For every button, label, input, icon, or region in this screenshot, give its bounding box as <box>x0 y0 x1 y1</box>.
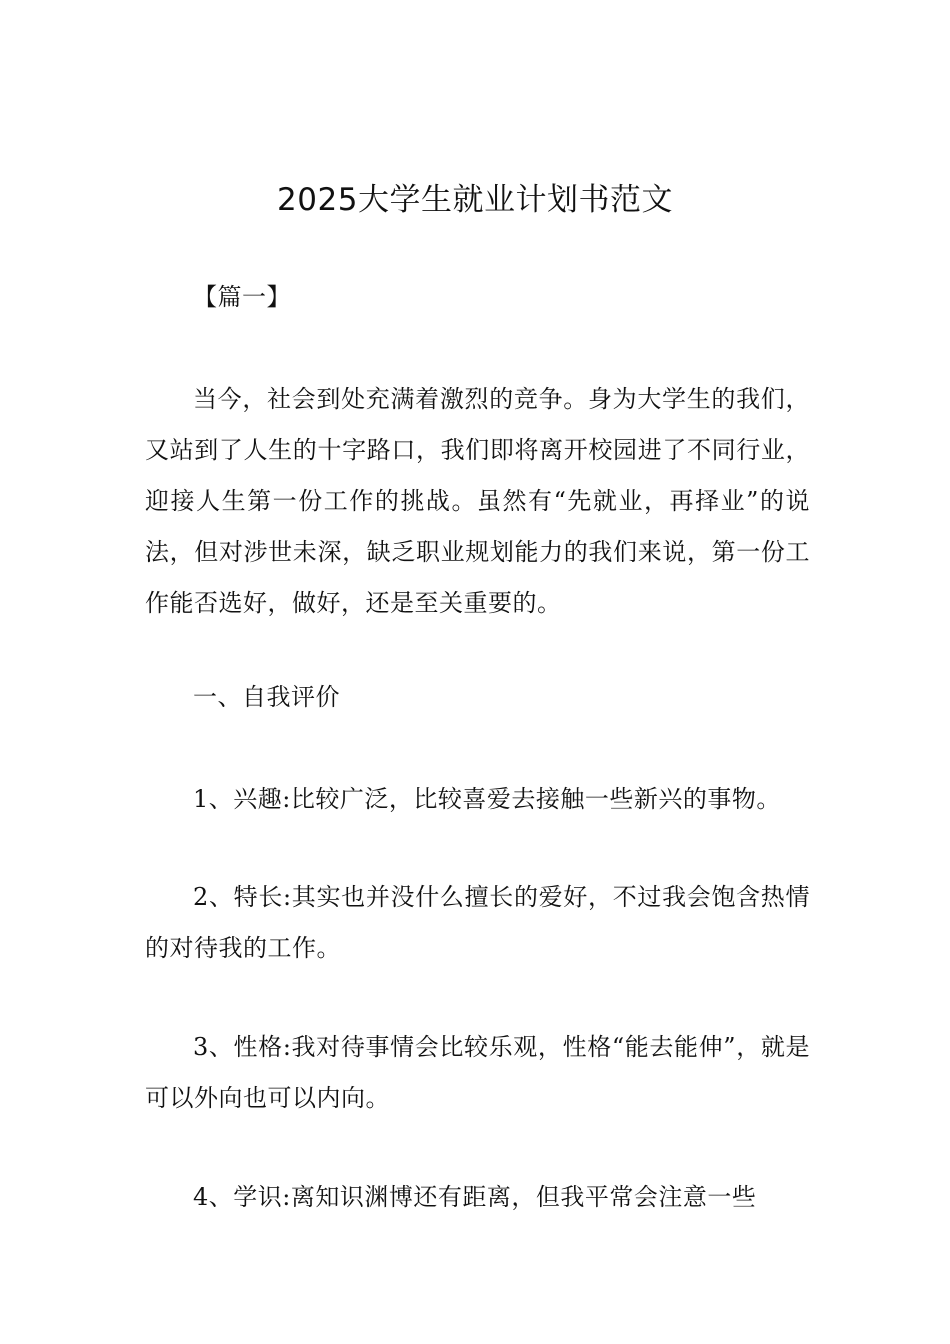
list-item-interests: 1、兴趣:比较广泛，比较喜爱去接触一些新兴的事物。 <box>193 785 781 813</box>
section-label: 【篇一】 <box>193 283 291 311</box>
section-heading-self-evaluation: 一、自我评价 <box>193 683 340 711</box>
intro-paragraph: 当今，社会到处充满着激烈的竞争。身为大学生的我们，又站到了人生的十字路口，我们即将离开校园进了不同行业，迎接人生第一份工作的挑战。虽然有“先就业，再择业”的说法，但对涉世未深，缺乏职业规划能力的我们来说，第一份工作能否选好，做好，还是至关重要的。 <box>145 385 810 617</box>
list-item-strengths: 2、特长:其实也并没什么擅长的爱好，不过我会饱含热情的对待我的工作。 <box>145 883 810 962</box>
list-item-knowledge: 4、学识:离知识渊博还有距离，但我平常会注意一些 <box>193 1183 757 1211</box>
list-item-personality: 3、性格:我对待事情会比较乐观，性格“能去能伸”，就是可以外向也可以内向。 <box>145 1033 810 1112</box>
document-title: 2025大学生就业计划书范文 <box>277 182 673 218</box>
